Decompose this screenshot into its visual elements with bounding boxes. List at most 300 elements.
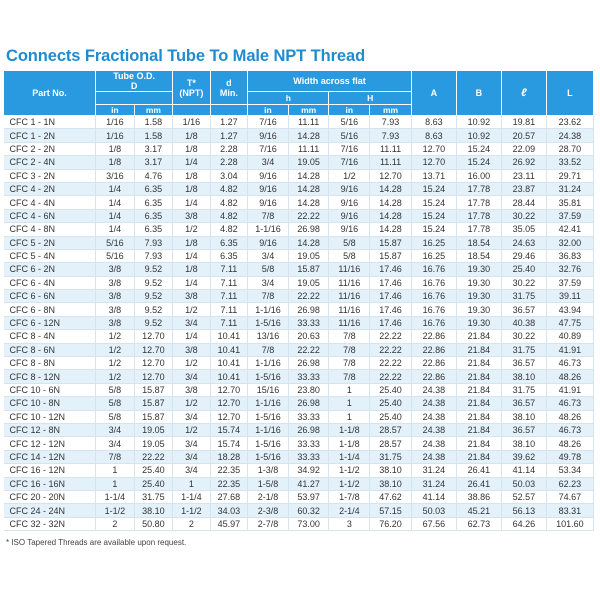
table-cell: 13.71 (411, 169, 456, 182)
part-number-cell: CFC 10 - 8N (4, 397, 96, 410)
table-cell: 41.27 (288, 477, 329, 490)
table-cell: 30.22 (501, 330, 546, 343)
table-cell: 33.33 (288, 316, 329, 329)
table-cell: 7.93 (370, 129, 412, 142)
table-body (4, 116, 594, 531)
table-cell: 1/8 (173, 263, 210, 276)
table-cell: 21.84 (456, 410, 501, 423)
table-cell: 41.14 (501, 464, 546, 477)
table-cell: 1/4 (96, 223, 135, 236)
table-cell: 23.80 (288, 383, 329, 396)
table-cell: 1 (329, 397, 370, 410)
table-cell: 6.35 (134, 223, 173, 236)
table-cell: 3.04 (210, 169, 247, 182)
table-row (4, 450, 594, 463)
table-cell: 22.22 (134, 450, 173, 463)
part-number-cell: CFC 4 - 2N (4, 182, 96, 195)
table-cell: 7/8 (248, 209, 289, 222)
table-cell: 7/8 (96, 450, 135, 463)
table-row (4, 236, 594, 249)
table-cell: 36.57 (501, 423, 546, 436)
table-cell: 26.98 (288, 397, 329, 410)
part-number-cell: CFC 6 - 6N (4, 290, 96, 303)
table-cell: 21.84 (456, 397, 501, 410)
table-cell: 1 (329, 410, 370, 423)
table-cell: 1/8 (173, 182, 210, 195)
part-number-cell: CFC 12 - 8N (4, 423, 96, 436)
table-cell: 40.38 (501, 316, 546, 329)
unit-mm: mm (370, 105, 412, 116)
table-cell: 1-1/16 (248, 223, 289, 236)
table-cell: 1/4 (173, 156, 210, 169)
table-cell: 18.28 (210, 450, 247, 463)
table-cell: 1/16 (96, 129, 135, 142)
table-cell: 33.33 (288, 410, 329, 423)
table-cell: 1-1/16 (248, 357, 289, 370)
table-cell: 7.93 (134, 249, 173, 262)
col-width-across-flat: Width across flat (248, 71, 412, 92)
part-number-cell: CFC 10 - 6N (4, 383, 96, 396)
table-cell: 19.30 (456, 276, 501, 289)
table-cell: 3/8 (173, 383, 210, 396)
table-cell: 50.80 (134, 517, 173, 530)
part-number-cell: CFC 1 - 1N (4, 116, 96, 129)
part-number-cell: CFC 10 - 12N (4, 410, 96, 423)
table-cell: 83.31 (546, 504, 593, 517)
table-cell: 5/8 (96, 397, 135, 410)
table-cell: 1-1/2 (329, 477, 370, 490)
table-cell: 16.00 (456, 169, 501, 182)
table-cell: 31.75 (501, 383, 546, 396)
table-cell: 33.52 (546, 156, 593, 169)
table-cell: 15.74 (210, 423, 247, 436)
table-cell: 7.93 (370, 116, 412, 129)
table-cell: 17.46 (370, 276, 412, 289)
table-cell: 22.86 (411, 370, 456, 383)
table-cell: 1-1/4 (173, 490, 210, 503)
part-number-cell: CFC 12 - 12N (4, 437, 96, 450)
table-cell: 15/16 (248, 383, 289, 396)
table-row (4, 423, 594, 436)
table-cell: 5/16 (329, 116, 370, 129)
table-row (4, 316, 594, 329)
table-cell: 12.70 (370, 169, 412, 182)
table-cell: 2-1/8 (248, 490, 289, 503)
table-cell: 1/8 (96, 156, 135, 169)
table-cell: 35.05 (501, 223, 546, 236)
table-cell: 11.11 (370, 156, 412, 169)
table-cell: 46.73 (546, 423, 593, 436)
table-cell: 14.28 (370, 209, 412, 222)
footnote: * ISO Tapered Threads are available upon request. (6, 538, 187, 547)
table-cell: 3 (329, 517, 370, 530)
table-cell: 15.87 (370, 236, 412, 249)
table-cell: 3/8 (173, 343, 210, 356)
table-cell: 33.33 (288, 370, 329, 383)
table-cell: 11.11 (370, 142, 412, 155)
table-cell: 14.28 (370, 182, 412, 195)
table-row (4, 142, 594, 155)
table-cell: 1/16 (96, 116, 135, 129)
table-cell: 48.26 (546, 410, 593, 423)
table-cell: 16.76 (411, 316, 456, 329)
table-cell: 7/8 (329, 370, 370, 383)
table-cell: 38.10 (501, 410, 546, 423)
table-cell: 7/16 (248, 116, 289, 129)
table-cell: 15.24 (411, 182, 456, 195)
table-cell: 37.59 (546, 209, 593, 222)
part-number-cell: CFC 2 - 2N (4, 142, 96, 155)
part-number-cell: CFC 5 - 2N (4, 236, 96, 249)
table-cell: 3/8 (173, 290, 210, 303)
table-cell: 22.22 (288, 343, 329, 356)
table-cell: 38.10 (370, 477, 412, 490)
table-cell: 73.00 (288, 517, 329, 530)
table-cell: 3/8 (96, 290, 135, 303)
table-cell: 7/8 (329, 330, 370, 343)
table-cell: 25.40 (501, 263, 546, 276)
part-number-cell: CFC 8 - 4N (4, 330, 96, 343)
table-cell: 19.05 (288, 156, 329, 169)
table-cell: 5/8 (329, 249, 370, 262)
table-header (4, 71, 594, 116)
table-cell: 17.46 (370, 316, 412, 329)
unit-spacer-d (210, 105, 247, 116)
table-cell: 17.78 (456, 196, 501, 209)
table-cell: 4.82 (210, 223, 247, 236)
table-cell: 24.38 (411, 423, 456, 436)
part-number-cell: CFC 4 - 4N (4, 196, 96, 209)
table-row (4, 156, 594, 169)
table-cell: 24.38 (411, 397, 456, 410)
table-cell: 9/16 (329, 196, 370, 209)
table-cell: 6.35 (210, 236, 247, 249)
table-cell: 9.52 (134, 303, 173, 316)
table-cell: 9/16 (248, 169, 289, 182)
table-cell: 14.28 (288, 129, 329, 142)
table-cell: 21.84 (456, 383, 501, 396)
table-cell: 1/4 (173, 249, 210, 262)
table-cell: 29.46 (501, 249, 546, 262)
table-cell: 3/4 (173, 410, 210, 423)
table-cell: 38.10 (370, 464, 412, 477)
table-cell: 22.22 (370, 330, 412, 343)
table-cell: 23.87 (501, 182, 546, 195)
table-cell: 15.87 (288, 263, 329, 276)
table-cell: 1-1/2 (329, 464, 370, 477)
table-cell: 6.35 (134, 182, 173, 195)
table-cell: 21.84 (456, 450, 501, 463)
table-cell: 28.44 (501, 196, 546, 209)
table-cell: 30.22 (501, 276, 546, 289)
table-cell: 62.23 (546, 477, 593, 490)
table-cell: 17.46 (370, 290, 412, 303)
table-cell: 1-1/2 (173, 504, 210, 517)
table-cell: 4.82 (210, 182, 247, 195)
table-cell: 10.41 (210, 330, 247, 343)
table-cell: 24.38 (411, 450, 456, 463)
table-cell: 7/8 (329, 357, 370, 370)
unit-in: in (329, 105, 370, 116)
table-cell: 30.22 (501, 209, 546, 222)
table-cell: 36.57 (501, 303, 546, 316)
table-cell: 17.46 (370, 303, 412, 316)
table-cell: 8.63 (411, 129, 456, 142)
page-title: Connects Fractional Tube To Male NPT Thread (6, 47, 366, 65)
table-cell: 1/8 (173, 236, 210, 249)
table-cell: 22.22 (370, 370, 412, 383)
table-cell: 11/16 (329, 276, 370, 289)
table-cell: 9/16 (248, 236, 289, 249)
table-cell: 21.84 (456, 343, 501, 356)
table-cell: 12.70 (134, 330, 173, 343)
table-cell: 7/8 (248, 343, 289, 356)
table-cell: 8.63 (411, 116, 456, 129)
table-cell: 25.40 (370, 397, 412, 410)
table-cell: 41.91 (546, 383, 593, 396)
table-cell: 32.00 (546, 236, 593, 249)
table-cell: 49.78 (546, 450, 593, 463)
table-cell: 1/4 (96, 209, 135, 222)
table-cell: 74.67 (546, 490, 593, 503)
table-cell: 36.57 (501, 357, 546, 370)
table-cell: 2 (96, 517, 135, 530)
table-cell: 24.38 (546, 129, 593, 142)
table-cell: 39.11 (546, 290, 593, 303)
table-cell: 38.10 (134, 504, 173, 517)
table-cell: 1/8 (173, 129, 210, 142)
part-number-cell: CFC 8 - 8N (4, 357, 96, 370)
table-cell: 26.98 (288, 223, 329, 236)
part-number-cell: CFC 2 - 4N (4, 156, 96, 169)
table-cell: 18.54 (456, 249, 501, 262)
table-cell: 1/2 (173, 397, 210, 410)
table-cell: 1 (173, 477, 210, 490)
table-cell: 33.33 (288, 437, 329, 450)
table-cell: 1-1/16 (248, 303, 289, 316)
table-cell: 10.41 (210, 343, 247, 356)
table-row (4, 249, 594, 262)
table-cell: 15.87 (370, 249, 412, 262)
table-cell: 20.57 (501, 129, 546, 142)
tube-od-label: Tube O.D. (113, 71, 156, 81)
table-cell: 46.73 (546, 357, 593, 370)
table-cell: 1/4 (96, 182, 135, 195)
table-cell: 16.76 (411, 276, 456, 289)
part-number-cell: CFC 3 - 2N (4, 169, 96, 182)
table-cell: 19.05 (134, 437, 173, 450)
part-number-cell: CFC 14 - 12N (4, 450, 96, 463)
table-cell: 17.78 (456, 223, 501, 236)
table-cell: 3/4 (173, 370, 210, 383)
table-cell: 6.35 (210, 249, 247, 262)
table-row (4, 410, 594, 423)
table-cell: 19.30 (456, 290, 501, 303)
table-cell: 28.57 (370, 437, 412, 450)
table-cell: 15.74 (210, 437, 247, 450)
table-cell: 15.87 (134, 397, 173, 410)
table-cell: 21.84 (456, 437, 501, 450)
table-cell: 28.57 (370, 423, 412, 436)
table-cell: 18.54 (456, 236, 501, 249)
part-number-cell: CFC 8 - 6N (4, 343, 96, 356)
table-cell: 7/16 (329, 156, 370, 169)
table-cell: 4.76 (134, 169, 173, 182)
table-cell: 3/4 (96, 437, 135, 450)
table-cell: 43.94 (546, 303, 593, 316)
table-cell: 1/2 (329, 169, 370, 182)
table-cell: 9/16 (248, 196, 289, 209)
table-cell: 7.11 (210, 316, 247, 329)
table-row (4, 276, 594, 289)
table-cell: 5/8 (96, 410, 135, 423)
table-cell: 41.91 (546, 343, 593, 356)
table-cell: 22.22 (370, 343, 412, 356)
part-number-cell: CFC 1 - 2N (4, 129, 96, 142)
table-cell: 1/4 (96, 196, 135, 209)
table-cell: 12.70 (134, 343, 173, 356)
col-h-small: h (248, 92, 329, 105)
table-cell: 31.75 (501, 290, 546, 303)
table-cell: 15.24 (411, 196, 456, 209)
table-cell: 36.83 (546, 249, 593, 262)
table-cell: 38.10 (501, 370, 546, 383)
table-cell: 11.11 (288, 116, 329, 129)
table-cell: 12.70 (134, 370, 173, 383)
table-row (4, 517, 594, 530)
table-cell: 1-5/16 (248, 450, 289, 463)
table-cell: 1-1/4 (96, 490, 135, 503)
table-cell: 19.05 (134, 423, 173, 436)
part-number-cell: CFC 32 - 32N (4, 517, 96, 530)
table-cell: 33.33 (288, 450, 329, 463)
table-cell: 22.22 (288, 290, 329, 303)
table-cell: 3/4 (173, 316, 210, 329)
table-cell: 35.81 (546, 196, 593, 209)
table-cell: 1/2 (173, 357, 210, 370)
table-row (4, 383, 594, 396)
table-row (4, 490, 594, 503)
table-cell: 31.75 (134, 490, 173, 503)
table-cell: 17.78 (456, 209, 501, 222)
table-cell: 1.58 (134, 116, 173, 129)
table-cell: 6.35 (134, 209, 173, 222)
t-sub: (NPT) (179, 87, 204, 98)
table-cell: 1/2 (173, 423, 210, 436)
table-cell: 16.76 (411, 303, 456, 316)
table-cell: 47.62 (370, 490, 412, 503)
table-cell: 11/16 (329, 290, 370, 303)
table-cell: 7/8 (248, 290, 289, 303)
table-cell: 31.24 (546, 182, 593, 195)
unit-in: in (96, 105, 135, 116)
table-cell: 4.82 (210, 209, 247, 222)
table-cell: 26.41 (456, 477, 501, 490)
table-cell: 1-5/16 (248, 316, 289, 329)
table-row (4, 182, 594, 195)
table-cell: 22.35 (210, 464, 247, 477)
tube-od-d-spacer (96, 92, 173, 105)
table-cell: 26.98 (288, 357, 329, 370)
spec-table (3, 70, 594, 531)
table-row (4, 437, 594, 450)
table-cell: 9/16 (329, 209, 370, 222)
table-cell: 11/16 (329, 316, 370, 329)
table-cell: 28.70 (546, 142, 593, 155)
table-cell: 19.05 (288, 276, 329, 289)
table-cell: 24.63 (501, 236, 546, 249)
table-cell: 17.78 (456, 182, 501, 195)
unit-mm: mm (134, 105, 173, 116)
table-cell: 19.81 (501, 116, 546, 129)
table-cell: 3/8 (96, 263, 135, 276)
table-cell: 24.38 (411, 383, 456, 396)
table-cell: 27.68 (210, 490, 247, 503)
d-sub: Min. (219, 87, 238, 98)
table-cell: 15.24 (411, 209, 456, 222)
table-cell: 1/4 (173, 330, 210, 343)
table-row (4, 263, 594, 276)
table-cell: 37.59 (546, 276, 593, 289)
table-cell: 1 (96, 464, 135, 477)
table-row (4, 343, 594, 356)
table-cell: 2-3/8 (248, 504, 289, 517)
table-cell: 22.86 (411, 343, 456, 356)
table-cell: 7/16 (329, 142, 370, 155)
part-number-cell: CFC 5 - 4N (4, 249, 96, 262)
table-row (4, 370, 594, 383)
table-cell: 10.92 (456, 129, 501, 142)
table-row (4, 129, 594, 142)
table-cell: 19.30 (456, 303, 501, 316)
table-cell: 9/16 (329, 182, 370, 195)
table-cell: 53.34 (546, 464, 593, 477)
table-cell: 2.28 (210, 142, 247, 155)
table-cell: 1/2 (173, 303, 210, 316)
table-cell: 1 (329, 383, 370, 396)
table-cell: 3/8 (173, 209, 210, 222)
table-cell: 9.52 (134, 290, 173, 303)
col-thread-t (173, 71, 210, 105)
table-cell: 23.11 (501, 169, 546, 182)
table-cell: 1/8 (173, 169, 210, 182)
table-cell: 1/2 (96, 357, 135, 370)
table-cell: 7.11 (210, 276, 247, 289)
table-cell: 16.25 (411, 249, 456, 262)
table-cell: 1/2 (96, 330, 135, 343)
part-number-cell: CFC 24 - 24N (4, 504, 96, 517)
table-cell: 5/16 (96, 249, 135, 262)
table-row (4, 330, 594, 343)
table-cell: 38.86 (456, 490, 501, 503)
table-cell: 22.09 (501, 142, 546, 155)
table-cell: 3/8 (96, 316, 135, 329)
table-cell: 7/8 (329, 343, 370, 356)
unit-mm: mm (288, 105, 329, 116)
table-cell: 21.84 (456, 423, 501, 436)
unit-spacer-t (173, 105, 210, 116)
part-number-cell: CFC 4 - 6N (4, 209, 96, 222)
table-cell: 9/16 (329, 223, 370, 236)
table-cell: 3/4 (173, 450, 210, 463)
table-cell: 38.10 (501, 437, 546, 450)
col-h-large: H (329, 92, 411, 105)
table-cell: 25.40 (134, 477, 173, 490)
table-cell: 1/2 (96, 370, 135, 383)
table-cell: 3.17 (134, 156, 173, 169)
table-cell: 46.73 (546, 397, 593, 410)
table-cell: 26.98 (288, 423, 329, 436)
